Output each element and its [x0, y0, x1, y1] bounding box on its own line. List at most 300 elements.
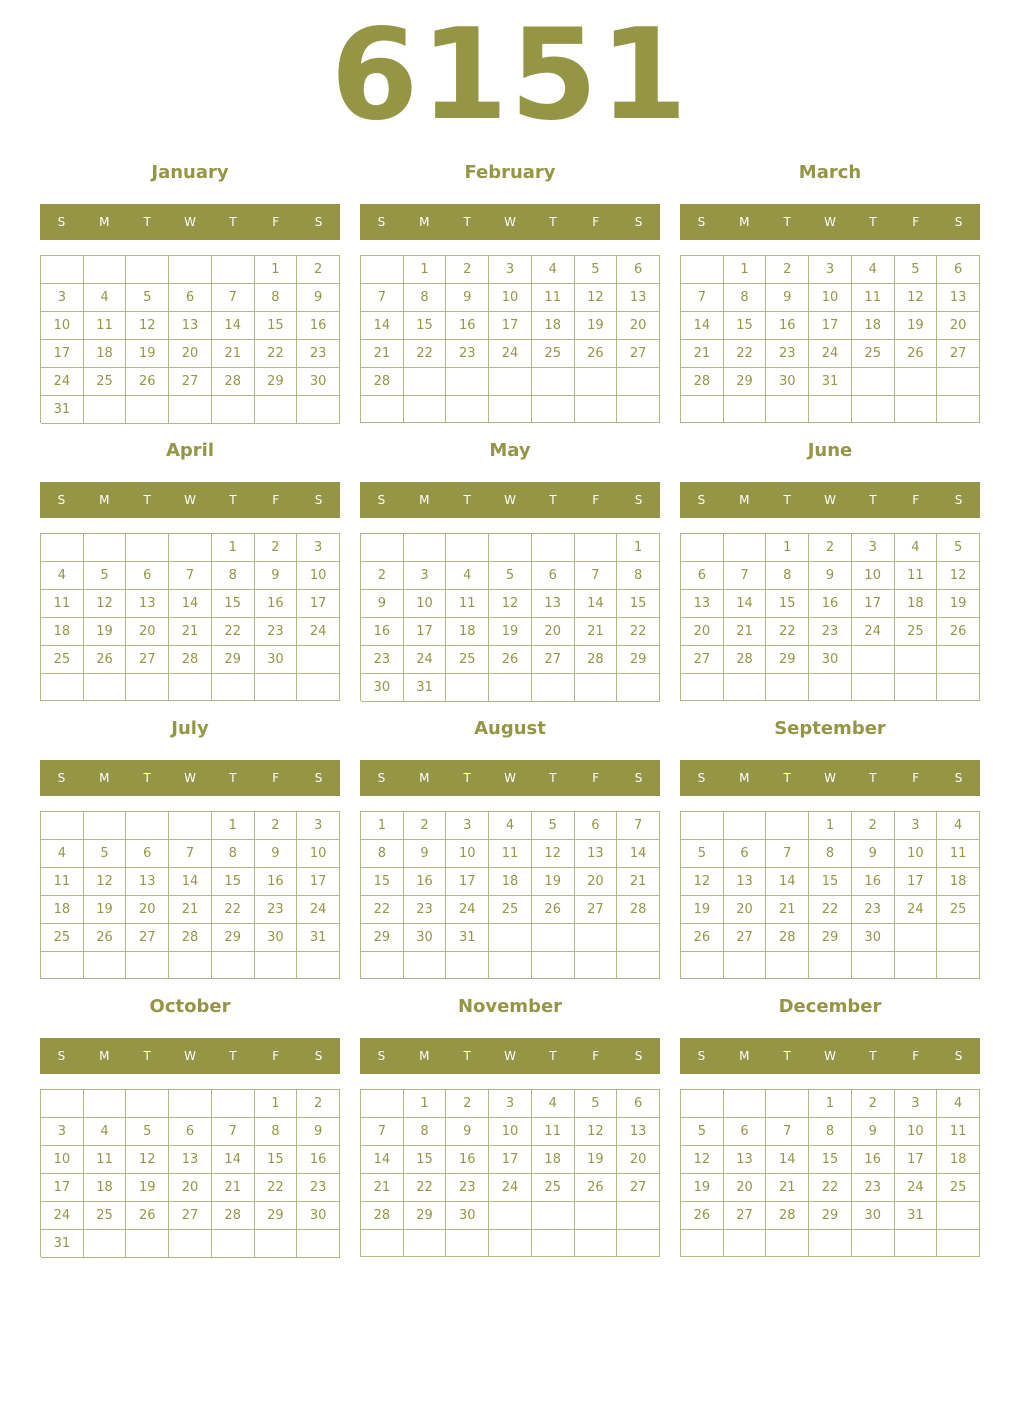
empty-cell	[212, 674, 255, 701]
empty-cell	[169, 674, 212, 701]
day-cell: 10	[852, 562, 895, 590]
empty-cell	[617, 924, 660, 952]
empty-cell	[532, 1202, 575, 1230]
day-cell: 12	[575, 1118, 618, 1146]
day-cell: 17	[41, 340, 84, 368]
empty-cell	[937, 1202, 980, 1230]
day-cell: 13	[575, 840, 618, 868]
day-cell: 31	[297, 924, 340, 952]
day-cell: 19	[84, 618, 127, 646]
empty-cell	[84, 674, 127, 701]
empty-cell	[895, 396, 938, 423]
weekday-label: S	[314, 1049, 323, 1063]
day-cell: 17	[297, 868, 340, 896]
day-cell: 24	[895, 896, 938, 924]
day-cell: 31	[404, 674, 447, 702]
day-cell: 8	[255, 1118, 298, 1146]
empty-cell	[681, 256, 724, 284]
day-cell: 17	[489, 1146, 532, 1174]
weekday-label: M	[419, 493, 430, 507]
day-cell: 1	[212, 812, 255, 840]
day-cell: 18	[895, 590, 938, 618]
day-cell: 3	[297, 812, 340, 840]
weekday-label: F	[592, 493, 600, 507]
day-cell: 20	[169, 1174, 212, 1202]
empty-cell	[404, 368, 447, 396]
day-cell: 24	[297, 896, 340, 924]
day-cell: 21	[681, 340, 724, 368]
day-cell: 2	[297, 256, 340, 284]
day-cell: 5	[575, 1090, 618, 1118]
empty-cell	[212, 396, 255, 424]
day-cell: 3	[446, 812, 489, 840]
weekday-label: S	[377, 215, 386, 229]
day-cell: 8	[361, 840, 404, 868]
weekday-label: W	[184, 771, 196, 785]
weekday-label: W	[824, 771, 836, 785]
day-cell: 1	[361, 812, 404, 840]
day-cell: 13	[724, 1146, 767, 1174]
weekday-label: T	[549, 493, 557, 507]
weekday-label: M	[419, 771, 430, 785]
day-cell: 28	[766, 1202, 809, 1230]
day-cell: 11	[937, 840, 980, 868]
day-cell: 10	[404, 590, 447, 618]
empty-cell	[895, 1230, 938, 1257]
weekday-label: S	[57, 215, 66, 229]
empty-cell	[532, 368, 575, 396]
day-cell: 3	[297, 534, 340, 562]
day-cell: 12	[681, 868, 724, 896]
day-cell: 4	[895, 534, 938, 562]
day-cell: 18	[489, 868, 532, 896]
day-cell: 25	[852, 340, 895, 368]
day-cell: 30	[255, 924, 298, 952]
day-cell: 1	[617, 534, 660, 562]
day-cell: 30	[766, 368, 809, 396]
empty-cell	[681, 1230, 724, 1257]
empty-cell	[532, 534, 575, 562]
day-cell: 22	[212, 896, 255, 924]
weekday-label: F	[272, 215, 280, 229]
day-cell: 29	[212, 646, 255, 674]
day-cell: 22	[255, 1174, 298, 1202]
day-cell: 20	[532, 618, 575, 646]
day-cell: 15	[255, 312, 298, 340]
day-cell: 14	[361, 312, 404, 340]
day-cell: 14	[766, 868, 809, 896]
empty-cell	[169, 1090, 212, 1118]
empty-cell	[41, 812, 84, 840]
month-title: July	[171, 718, 209, 739]
day-cell: 20	[617, 312, 660, 340]
empty-cell	[84, 396, 127, 424]
day-cell: 1	[724, 256, 767, 284]
empty-cell	[937, 1230, 980, 1257]
day-cell: 10	[41, 1146, 84, 1174]
weekday-header	[360, 1038, 660, 1074]
empty-cell	[126, 256, 169, 284]
empty-cell	[212, 1230, 255, 1258]
day-cell: 28	[169, 646, 212, 674]
day-cell: 27	[617, 340, 660, 368]
day-cell: 12	[532, 840, 575, 868]
day-cell: 24	[446, 896, 489, 924]
day-cell: 7	[575, 562, 618, 590]
day-cell: 25	[937, 1174, 980, 1202]
day-cell: 6	[681, 562, 724, 590]
weekday-label: S	[634, 771, 643, 785]
empty-cell	[937, 924, 980, 952]
day-cell: 18	[532, 1146, 575, 1174]
day-cell: 10	[489, 284, 532, 312]
day-cell: 30	[852, 1202, 895, 1230]
day-cell: 16	[255, 590, 298, 618]
empty-cell	[724, 1230, 767, 1257]
day-cell: 9	[297, 1118, 340, 1146]
day-cell: 26	[681, 1202, 724, 1230]
day-cell: 20	[575, 868, 618, 896]
day-cell: 23	[766, 340, 809, 368]
day-cell: 5	[126, 1118, 169, 1146]
empty-cell	[126, 396, 169, 424]
day-cell: 17	[489, 312, 532, 340]
day-cell: 13	[532, 590, 575, 618]
day-cell: 29	[255, 1202, 298, 1230]
day-cell: 28	[361, 1202, 404, 1230]
day-cell: 30	[255, 646, 298, 674]
day-cell: 15	[617, 590, 660, 618]
weekday-label: W	[504, 771, 516, 785]
day-cell: 16	[361, 618, 404, 646]
day-cell: 1	[809, 1090, 852, 1118]
day-cell: 1	[404, 256, 447, 284]
month-title: April	[165, 440, 215, 461]
day-cell: 27	[532, 646, 575, 674]
empty-cell	[724, 812, 767, 840]
empty-cell	[852, 368, 895, 396]
day-cell: 6	[937, 256, 980, 284]
day-cell: 28	[212, 368, 255, 396]
weekday-label: S	[697, 493, 706, 507]
day-cell: 26	[126, 368, 169, 396]
weekday-label: S	[697, 215, 706, 229]
weekday-label: S	[314, 771, 323, 785]
day-cell: 2	[255, 812, 298, 840]
day-cell: 15	[766, 590, 809, 618]
day-cell: 30	[446, 1202, 489, 1230]
day-cell: 18	[937, 868, 980, 896]
day-cell: 23	[404, 896, 447, 924]
weekday-label: S	[314, 493, 323, 507]
empty-cell	[255, 952, 298, 979]
day-cell: 15	[404, 312, 447, 340]
weekday-header	[680, 204, 980, 240]
empty-cell	[809, 396, 852, 423]
weekday-label: M	[99, 215, 110, 229]
day-grid	[40, 533, 340, 701]
empty-cell	[724, 674, 767, 701]
day-cell: 6	[617, 256, 660, 284]
day-cell: 24	[41, 1202, 84, 1230]
day-cell: 1	[255, 256, 298, 284]
empty-cell	[937, 396, 980, 423]
empty-cell	[404, 952, 447, 979]
day-cell: 31	[446, 924, 489, 952]
day-cell: 23	[297, 340, 340, 368]
weekday-header	[360, 482, 660, 518]
day-cell: 16	[404, 868, 447, 896]
day-cell: 13	[681, 590, 724, 618]
day-grid	[40, 1089, 340, 1257]
day-cell: 31	[41, 1230, 84, 1258]
day-cell: 20	[681, 618, 724, 646]
empty-cell	[297, 674, 340, 701]
weekday-label: S	[697, 771, 706, 785]
day-cell: 18	[41, 896, 84, 924]
day-cell: 13	[126, 868, 169, 896]
day-cell: 12	[84, 590, 127, 618]
empty-cell	[41, 1090, 84, 1118]
day-cell: 26	[575, 1174, 618, 1202]
day-cell: 21	[617, 868, 660, 896]
day-cell: 25	[532, 340, 575, 368]
day-cell: 18	[852, 312, 895, 340]
day-cell: 21	[212, 340, 255, 368]
day-cell: 13	[169, 1146, 212, 1174]
weekday-label: F	[592, 1049, 600, 1063]
day-cell: 5	[895, 256, 938, 284]
weekday-label: F	[912, 1049, 920, 1063]
day-cell: 12	[681, 1146, 724, 1174]
empty-cell	[297, 396, 340, 424]
day-cell: 4	[852, 256, 895, 284]
empty-cell	[361, 256, 404, 284]
day-cell: 19	[84, 896, 127, 924]
day-cell: 18	[41, 618, 84, 646]
empty-cell	[489, 1230, 532, 1257]
day-cell: 19	[532, 868, 575, 896]
empty-cell	[852, 396, 895, 423]
empty-cell	[489, 396, 532, 423]
empty-cell	[404, 1230, 447, 1257]
day-cell: 7	[766, 1118, 809, 1146]
day-cell: 14	[169, 590, 212, 618]
day-cell: 22	[255, 340, 298, 368]
day-cell: 7	[169, 562, 212, 590]
empty-cell	[41, 674, 84, 701]
day-cell: 15	[724, 312, 767, 340]
day-cell: 9	[852, 840, 895, 868]
day-cell: 7	[617, 812, 660, 840]
empty-cell	[126, 952, 169, 979]
day-cell: 13	[937, 284, 980, 312]
day-cell: 7	[361, 1118, 404, 1146]
day-cell: 31	[809, 368, 852, 396]
empty-cell	[532, 1230, 575, 1257]
weekday-label: M	[99, 1049, 110, 1063]
day-cell: 27	[126, 924, 169, 952]
day-cell: 25	[532, 1174, 575, 1202]
empty-cell	[575, 396, 618, 423]
empty-cell	[937, 646, 980, 674]
weekday-header	[40, 760, 340, 796]
day-cell: 12	[84, 868, 127, 896]
day-cell: 27	[169, 1202, 212, 1230]
weekday-label: T	[869, 493, 877, 507]
day-cell: 26	[84, 646, 127, 674]
empty-cell	[575, 534, 618, 562]
weekday-label: T	[463, 771, 471, 785]
day-cell: 4	[84, 284, 127, 312]
day-cell: 29	[361, 924, 404, 952]
day-cell: 12	[937, 562, 980, 590]
weekday-label: M	[419, 1049, 430, 1063]
weekday-header	[360, 204, 660, 240]
empty-cell	[937, 952, 980, 979]
weekday-label: W	[184, 1049, 196, 1063]
empty-cell	[489, 952, 532, 979]
empty-cell	[446, 952, 489, 979]
day-cell: 24	[895, 1174, 938, 1202]
day-cell: 6	[126, 840, 169, 868]
day-cell: 23	[446, 340, 489, 368]
day-cell: 27	[575, 896, 618, 924]
weekday-label: T	[463, 1049, 471, 1063]
day-cell: 11	[446, 590, 489, 618]
day-cell: 26	[84, 924, 127, 952]
day-cell: 8	[212, 840, 255, 868]
day-cell: 31	[895, 1202, 938, 1230]
day-cell: 21	[766, 896, 809, 924]
empty-cell	[895, 646, 938, 674]
empty-cell	[297, 952, 340, 979]
day-cell: 4	[532, 256, 575, 284]
day-cell: 5	[681, 840, 724, 868]
day-cell: 22	[617, 618, 660, 646]
day-cell: 22	[766, 618, 809, 646]
weekday-label: S	[57, 771, 66, 785]
empty-cell	[169, 256, 212, 284]
empty-cell	[681, 674, 724, 701]
day-cell: 9	[361, 590, 404, 618]
day-cell: 10	[809, 284, 852, 312]
empty-cell	[84, 1090, 127, 1118]
weekday-label: T	[549, 1049, 557, 1063]
day-cell: 9	[766, 284, 809, 312]
weekday-label: T	[143, 493, 151, 507]
day-cell: 6	[532, 562, 575, 590]
empty-cell	[489, 368, 532, 396]
weekday-header	[40, 1038, 340, 1074]
day-cell: 3	[404, 562, 447, 590]
weekday-label: W	[824, 215, 836, 229]
day-cell: 30	[852, 924, 895, 952]
empty-cell	[212, 952, 255, 979]
day-cell: 21	[361, 340, 404, 368]
day-cell: 2	[404, 812, 447, 840]
day-cell: 15	[404, 1146, 447, 1174]
day-cell: 17	[809, 312, 852, 340]
day-cell: 9	[446, 284, 489, 312]
empty-cell	[895, 924, 938, 952]
day-cell: 5	[575, 256, 618, 284]
day-cell: 20	[126, 618, 169, 646]
empty-cell	[361, 534, 404, 562]
day-cell: 6	[724, 840, 767, 868]
empty-cell	[532, 924, 575, 952]
day-cell: 5	[937, 534, 980, 562]
empty-cell	[809, 674, 852, 701]
weekday-label: M	[739, 771, 750, 785]
empty-cell	[575, 368, 618, 396]
day-cell: 11	[41, 590, 84, 618]
empty-cell	[681, 812, 724, 840]
empty-cell	[489, 674, 532, 702]
day-cell: 2	[255, 534, 298, 562]
empty-cell	[617, 1202, 660, 1230]
day-cell: 20	[126, 896, 169, 924]
weekday-header	[680, 482, 980, 518]
empty-cell	[852, 674, 895, 701]
weekday-label: F	[592, 215, 600, 229]
day-cell: 3	[41, 1118, 84, 1146]
day-cell: 20	[724, 896, 767, 924]
empty-cell	[575, 1230, 618, 1257]
day-cell: 21	[575, 618, 618, 646]
day-cell: 30	[361, 674, 404, 702]
day-cell: 5	[84, 840, 127, 868]
weekday-label: F	[272, 771, 280, 785]
day-cell: 7	[724, 562, 767, 590]
empty-cell	[532, 674, 575, 702]
weekday-label: F	[592, 771, 600, 785]
weekday-label: T	[783, 771, 791, 785]
day-cell: 14	[681, 312, 724, 340]
day-cell: 27	[126, 646, 169, 674]
weekday-label: F	[912, 771, 920, 785]
day-grid	[40, 255, 340, 423]
month-title: December	[778, 996, 882, 1017]
empty-cell	[617, 952, 660, 979]
empty-cell	[766, 812, 809, 840]
day-grid	[360, 255, 660, 423]
day-cell: 21	[169, 896, 212, 924]
empty-cell	[489, 924, 532, 952]
day-cell: 16	[852, 868, 895, 896]
empty-cell	[724, 396, 767, 423]
day-cell: 23	[446, 1174, 489, 1202]
empty-cell	[126, 674, 169, 701]
day-cell: 28	[169, 924, 212, 952]
day-cell: 20	[724, 1174, 767, 1202]
day-cell: 26	[937, 618, 980, 646]
day-cell: 10	[446, 840, 489, 868]
day-cell: 2	[809, 534, 852, 562]
weekday-label: S	[377, 493, 386, 507]
weekday-label: S	[377, 1049, 386, 1063]
day-cell: 23	[255, 896, 298, 924]
day-cell: 12	[895, 284, 938, 312]
empty-cell	[255, 1230, 298, 1258]
day-cell: 29	[809, 924, 852, 952]
empty-cell	[617, 368, 660, 396]
empty-cell	[255, 674, 298, 701]
day-cell: 3	[809, 256, 852, 284]
day-cell: 8	[809, 840, 852, 868]
day-cell: 4	[937, 812, 980, 840]
day-cell: 2	[852, 1090, 895, 1118]
